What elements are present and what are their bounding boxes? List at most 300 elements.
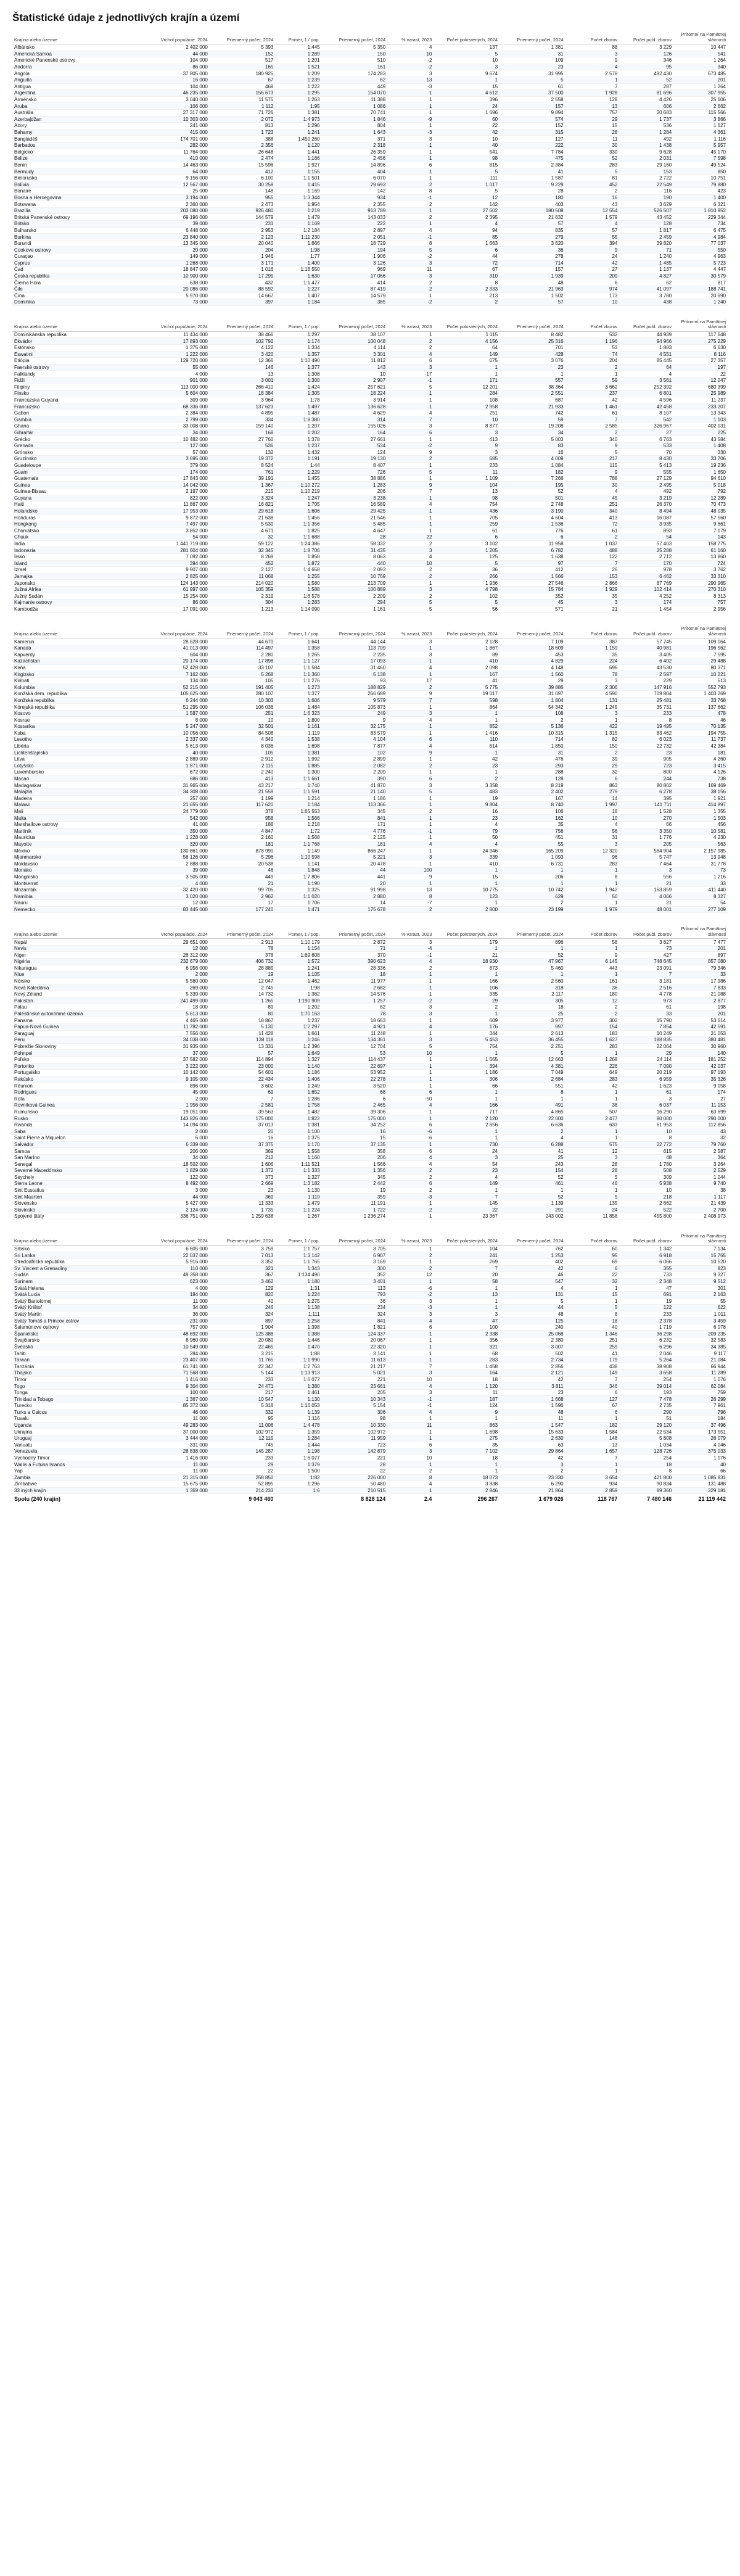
country-cell: Honduras [12,514,144,521]
value-cell: 1 403 269 [673,691,728,698]
value-cell: 7 013 [210,1252,276,1259]
table-row [12,1102,728,1109]
value-cell: 2 [565,429,620,436]
value-cell: 6 [387,429,434,436]
country-cell: Pobrežie Slonoviny [12,1043,144,1050]
value-cell: 3 420 [210,351,276,358]
value-cell: -2 [387,299,434,306]
value-cell: 1 668 [500,1396,565,1403]
value-cell: 356 [434,1337,500,1344]
table-row [12,1442,728,1448]
value-cell: 12 [565,1148,620,1155]
column-header: Počet publ. zborov [619,31,673,44]
value-cell: 615 [619,1148,673,1155]
value-cell: 137 [434,44,500,51]
value-cell: 108 [434,397,500,403]
value-cell: 6 [565,279,620,286]
value-cell: 1:308 [275,371,321,378]
value-cell: 1 [565,1050,620,1057]
value-cell: 1 259 638 [210,1213,276,1220]
value-cell: 6 037 [619,1102,673,1109]
value-cell: 14 896 [322,162,388,168]
value-cell: 1:630 [275,273,321,279]
value-cell: 1 416 [434,730,500,737]
country-cell: Nová Kaledónia [12,985,144,991]
value-cell: 22 434 [210,1076,276,1083]
value-cell: 396 [434,96,500,103]
country-cell: Saba [12,1128,144,1135]
value-cell: 1:1 661 [275,775,321,782]
value-cell: 3 602 [210,1083,276,1089]
value-cell: 61 [565,410,620,416]
value-cell: -6 [387,1128,434,1135]
value-cell: 315 [500,129,565,136]
value-cell: 3 [387,1298,434,1305]
table-row [12,266,728,273]
table-row [12,1356,728,1363]
value-cell: 1:327 [275,1174,321,1181]
value-cell: 4 [387,44,434,51]
table-row [12,965,728,972]
value-cell: 2 722 [619,175,673,181]
value-cell: 2 888 000 [144,861,210,867]
value-cell: 841 [322,815,388,822]
value-cell: 4 829 [500,658,565,665]
value-cell: 4 447 [673,266,728,273]
value-cell: 58 [434,1278,500,1285]
table-row [12,90,728,97]
value-cell: 6 448 000 [144,227,210,234]
value-cell: 10 [619,1187,673,1194]
value-cell: 402 031 [673,423,728,430]
value-cell: 88 592 [210,286,276,292]
value-cell: 57 [500,221,565,228]
value-cell: 2 495 [619,482,673,489]
value-cell: 2 125 [322,835,388,841]
country-cell: Moldavsko [12,861,144,867]
value-cell: 18 [434,1376,500,1383]
value-cell: 106 036 [210,704,276,711]
value-cell: 1:641 [275,638,321,645]
country-cell: Panama [12,1017,144,1024]
value-cell: 270 [619,815,673,822]
table-row [12,351,728,358]
value-cell: 137 623 [210,403,276,410]
value-cell: 714 [500,260,565,266]
column-header: Pomer, 1 / pop. [275,318,321,332]
value-cell: 39 820 [619,240,673,247]
value-cell: 7 [210,1096,276,1102]
value-cell: 85 445 [619,358,673,365]
value-cell: 14 667 [210,292,276,299]
value-cell: 182 [565,1422,620,1429]
value-cell: 2 160 [210,835,276,841]
value-cell: 449 [322,83,388,90]
value-cell: 8 740 [500,802,565,809]
value-cell: 15 254 000 [144,593,210,600]
value-cell: 205 [619,841,673,848]
value-cell: 1 [387,1331,434,1337]
value-cell: 2 000 [144,1096,210,1102]
value-cell: 1:249 [275,1083,321,1089]
value-cell: 15 765 [673,1252,728,1259]
value-cell: 88 [565,44,620,51]
value-cell: 2 800 [434,906,500,913]
value-cell: 2 897 [322,227,388,234]
value-cell: 1 [565,1096,620,1102]
value-cell: 3 141 [322,1350,388,1357]
value-cell: 629 [500,893,565,900]
value-cell: 2 465 [322,1102,388,1109]
value-cell: 1:992 [275,756,321,762]
value-cell: 1:377 [275,691,321,698]
table-row [12,514,728,521]
value-cell: 414 [322,279,388,286]
value-cell: 85 372 000 [144,1403,210,1410]
country-cell: Cyprus [12,260,144,266]
country-cell: Arménsko [12,96,144,103]
value-cell: 25 [500,1010,565,1017]
table-row [12,1063,728,1070]
value-cell: 1:169 [275,188,321,195]
value-cell: 2 684 [500,1076,565,1083]
value-cell: 1 161 [322,606,388,613]
value-cell: -1 [387,1396,434,1403]
value-cell: 2 872 [322,939,388,946]
table-row [12,651,728,658]
value-cell: 171 [322,821,388,828]
value-cell: 281 604 000 [144,547,210,554]
value-cell: 2 209 [322,769,388,776]
country-cell: Montserrat [12,880,144,887]
section-gap [12,917,728,925]
value-cell: 1:2 396 [275,1043,321,1050]
value-cell: 5 453 [434,1037,500,1044]
table-row [12,677,728,684]
value-cell: 16 589 [322,502,388,508]
value-cell: 1:186 [275,1070,321,1076]
value-cell: 11 782 000 [144,1023,210,1030]
value-cell: 10 [387,1455,434,1461]
value-cell: 649 [565,1070,620,1076]
value-cell: 201 [673,945,728,952]
value-cell: 33 768 [673,697,728,704]
value-cell: 84 508 [210,730,276,737]
value-cell: 1 103 [673,416,728,423]
value-cell: 278 [500,254,565,260]
value-cell: 115 [565,462,620,469]
value-cell: 7 477 [673,939,728,946]
value-cell: 126 [619,51,673,57]
value-cell: 897 [210,1318,276,1324]
value-cell: 542 [619,416,673,423]
value-cell: 52 [500,952,565,959]
value-cell: 9 804 [434,802,500,809]
value-cell: 1:327 [275,1056,321,1063]
value-cell: 606 [619,103,673,110]
value-cell: 2 880 [322,893,388,900]
column-header: Krajina alebo územie [12,318,144,332]
country-cell: Grécko [12,436,144,443]
value-cell: 2 402 [500,788,565,795]
value-cell: 7 464 [619,861,673,867]
value-cell: 4 604 [500,514,565,521]
table-row [12,109,728,116]
value-cell: 31 935 000 [144,1043,210,1050]
value-cell: 513 [673,677,728,684]
table-row [12,449,728,456]
value-cell: 5 723 [673,260,728,266]
value-cell: 1 [434,371,500,378]
value-cell: 154 070 [322,90,388,97]
value-cell: -1 [387,828,434,835]
value-cell: 11 958 [500,540,565,547]
country-cell: Španielsko [12,1331,144,1337]
value-cell: 1:300 [275,377,321,384]
table-row [12,886,728,893]
value-cell: 1 196 [565,338,620,345]
value-cell: 5 318 [210,1403,276,1410]
value-cell: 290 [619,1409,673,1416]
table-row [12,775,728,782]
value-cell: 7 162 000 [144,671,210,678]
table-row [12,442,728,449]
value-cell: 1:400 [275,260,321,266]
table-row [12,1435,728,1442]
value-cell: 279 [565,788,620,795]
value-cell: 1 284 [619,129,673,136]
value-cell: 1:558 [275,1148,321,1155]
value-cell: 7 556 000 [144,1030,210,1037]
value-cell: 143 [322,364,388,371]
value-cell: 27 [619,429,673,436]
value-cell: 13 [387,76,434,83]
table-row [12,338,728,345]
value-cell: 412 [500,567,565,574]
value-cell: 40 981 [619,645,673,651]
value-cell: 1:72 [275,828,321,835]
value-cell: 45 [500,600,565,606]
value-cell: 40 [565,1324,620,1331]
value-cell: 1 199 [210,795,276,802]
value-cell: 412 [210,168,276,175]
value-cell: 1 438 [619,142,673,149]
country-cell: Marshallove ostrovy [12,821,144,828]
value-cell: 45 000 [144,1089,210,1096]
value-cell: 804 [322,123,388,130]
value-cell: 2 442 [322,1181,388,1187]
value-cell: 1 584 [565,1429,620,1435]
value-cell: 1 [387,1487,434,1494]
value-cell: 188 [210,821,276,828]
value-cell: 1 871 000 [144,762,210,769]
value-cell: 584 904 [619,848,673,854]
value-cell: 820 [210,1291,276,1298]
country-cell: Estónsko [12,344,144,351]
value-cell: 10 [434,136,500,142]
value-cell: 2 912 [210,756,276,762]
value-cell: 40 [434,142,500,149]
value-cell: 1 [565,1128,620,1135]
value-cell: 44 670 [210,638,276,645]
value-cell: 7 [565,83,620,90]
value-cell: 510 [322,57,388,64]
value-cell: 41 870 [322,782,388,789]
value-cell: 822 000 [144,495,210,502]
value-cell: 1 [387,403,434,410]
value-cell: 8 [387,188,434,195]
value-cell: 414 897 [673,802,728,809]
value-cell: 20 [210,1128,276,1135]
value-cell: 214 233 [210,1487,276,1494]
value-cell: 5 [387,606,434,613]
value-cell: 1 268 [565,1056,620,1063]
value-cell: 1:1 477 [275,279,321,286]
table-block [12,31,728,306]
value-cell: 1:138 [275,1305,321,1311]
value-cell: 6 636 [500,1121,565,1128]
value-cell: 1:296 [275,1481,321,1488]
value-cell: 104 [434,1245,500,1252]
value-cell: 4 [387,1161,434,1168]
value-cell: 7 595 [673,651,728,658]
value-cell: 2 355 [322,201,388,208]
value-cell: 4 827 [619,273,673,279]
value-cell: 38 466 [210,331,276,338]
value-cell: 934 [565,1481,620,1488]
value-cell: 1 [565,371,620,378]
value-cell: 42 037 [673,1063,728,1070]
value-cell: 6 630 [673,344,728,351]
value-cell: 340 [565,436,620,443]
value-cell: 8 [619,717,673,724]
country-cell: Guadeloupe [12,462,144,469]
value-cell: 110 000 [144,1265,210,1272]
value-cell: 41 [434,677,500,684]
value-cell: 143 826 000 [144,1115,210,1122]
value-cell: 124 143 000 [144,580,210,587]
value-cell: 310 [434,273,500,279]
value-cell: 39 306 [322,1108,388,1115]
value-cell: 257 000 [144,795,210,802]
value-cell: 5 [434,51,500,57]
value-cell: 346 [619,57,673,64]
value-cell: 1 [387,848,434,854]
value-cell: 340 [565,508,620,514]
value-cell: 390 623 [322,959,388,965]
value-cell: 12 115 [210,1435,276,1442]
country-cell: Holandsko [12,508,144,514]
country-cell: Senegal [12,1161,144,1168]
value-cell: 2 072 [210,116,276,123]
value-cell: 11 006 [210,1422,276,1429]
value-cell: 1 627 [673,123,728,130]
value-cell: 7 266 [500,475,565,482]
value-cell: 1:69 608 [275,952,321,959]
value-cell: 206 [322,1154,388,1161]
value-cell: 492 [619,136,673,142]
value-cell: 7 102 [434,1448,500,1455]
value-cell: 17 091 000 [144,606,210,613]
value-cell: 6 782 [500,547,565,554]
country-cell: Guinea-Bissau [12,489,144,495]
value-cell: 451 [500,835,565,841]
value-cell: 2 [387,567,434,574]
value-cell: 3 [387,1389,434,1396]
value-cell: 47 [619,1285,673,1292]
value-cell: 754 [434,502,500,508]
column-header: Prítomní na Pamätnej slávnosti [673,318,728,332]
value-cell: 18 663 [322,1017,388,1024]
value-cell: 974 [565,286,620,292]
country-cell: San Maríno [12,1154,144,1161]
value-cell: 11 [387,1422,434,1429]
value-cell: 24 [565,254,620,260]
column-header: Priemerný počet, 2024 [210,1232,276,1246]
table-row [12,985,728,991]
value-cell: -1 [387,952,434,959]
value-cell: 5 [500,1050,565,1057]
value-cell: 42 [500,1376,565,1383]
value-cell: 104 000 [144,57,210,64]
country-cell: Mongolsko [12,873,144,880]
value-cell: 38 [673,1187,728,1194]
value-cell: 1:858 [275,553,321,560]
value-cell: 7 854 [619,1023,673,1030]
value-cell: 28 336 [322,965,388,972]
value-cell: 4 156 [434,338,500,345]
value-cell: 6 [322,1096,388,1102]
value-cell: 1 [565,945,620,952]
value-cell: 146 [210,364,276,371]
value-cell: 461 [500,1181,565,1187]
value-cell: 1 579 [565,214,620,221]
value-cell: 187 [434,1396,500,1403]
value-cell: 25 [500,1154,565,1161]
value-cell: 266 689 [322,691,388,698]
value-cell: 130 861 000 [144,848,210,854]
value-cell: 27 602 [434,207,500,214]
value-cell: 1 359 000 [144,1487,210,1494]
value-cell: 1 [387,756,434,762]
value-cell: 148 [210,188,276,195]
value-cell: 31 [500,51,565,57]
value-cell: 410 000 [144,155,210,162]
country-cell: Hongkong [12,521,144,527]
value-cell: 1:305 [275,390,321,397]
value-cell: 4 [387,1154,434,1161]
value-cell: 1:174 [275,338,321,345]
value-cell: 1 904 [210,1324,276,1331]
value-cell: 1:432 [275,449,321,456]
value-cell: 4 [565,489,620,495]
value-cell: 2 889 000 [144,756,210,762]
country-cell: Grónsko [12,449,144,456]
value-cell: 4 798 [434,586,500,593]
value-cell: 74 [565,351,620,358]
section-gap [12,1224,728,1232]
value-cell: 174 [619,600,673,606]
value-cell: 835 [500,227,565,234]
value-cell: 978 [619,567,673,574]
value-cell: 57 560 [673,514,728,521]
value-cell: 2 734 [500,1356,565,1363]
value-cell: 279 [500,234,565,241]
value-cell: 320 000 [144,841,210,848]
value-cell: 38 886 [322,475,388,482]
value-cell: 2 735 [619,1403,673,1410]
table-row [12,1389,728,1396]
